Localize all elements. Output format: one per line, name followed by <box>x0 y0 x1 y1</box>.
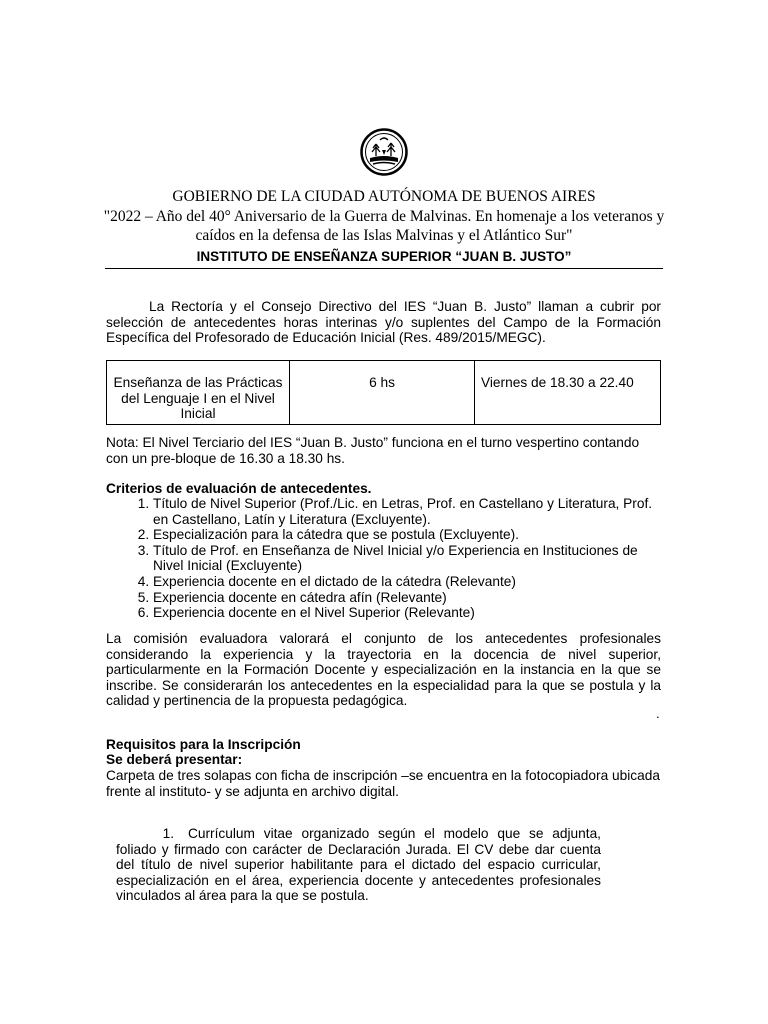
cv-text: Currículum vitae organizado según el modelo que se adjunta, foliado y firmado con carácter de Declaración Jurada. El CV debe dar cuenta del título de nivel superior habilitante para el dictado del espacio curricular, especialización en el área, experiencia docente y antecedentes profesionales vinculados al área para la que se postula. <box>116 826 601 904</box>
anniversary-line-1: "2022 – Año del 40° Aniversario de la Guerra de Malvinas. En homenaje a los veteranos y <box>103 208 665 225</box>
criteria-title: Criterios de evaluación de antecedentes. <box>106 481 372 496</box>
list-item: 4. Experiencia docente en el dictado de la cátedra (Relevante) <box>153 574 661 590</box>
list-item: 3. Título de Prof. en Enseñanza de Nivel Inicial y/o Experiencia en Instituciones de Nivel Inicial (Excluyente) <box>153 543 661 574</box>
stray-dot: . <box>656 706 660 721</box>
city-seal-logo <box>360 128 408 176</box>
list-item: 1. Título de Nivel Superior (Prof./Lic. en Letras, Prof. en Castellano y Literatura, Prof. en Castellano, Latín y Literatura (Excluyente). <box>153 496 661 527</box>
subject-cell: Enseñanza de las Prácticas del Lenguaje I en el Nivel Inicial <box>107 361 290 425</box>
cv-number: 1. <box>162 826 174 841</box>
list-item: 5. Experiencia docente en cátedra afín (Relevante) <box>153 590 661 606</box>
requirements-title: Requisitos para la Inscripción <box>106 737 301 752</box>
commission-paragraph: La comisión evaluadora valorará el conjunto de los antecedentes profesionales considerando la experiencia y la trayectoria en la docencia de nivel superior, particularmente en la Formación Docente y especialización en la instancia en la que se inscribe. Se considerarán los antecedentes en la especialidad para la que se postula y la calidad y pertinencia de la propuesta pedagógica. <box>106 631 661 709</box>
criteria-list <box>106 496 661 621</box>
folder-paragraph: Carpeta de tres solapas con ficha de inscripción –se encuentra en la fotocopiadora ubicada frente al instituto- y se adjunta en archivo digital. <box>106 768 660 799</box>
schedule-table <box>106 360 661 425</box>
institute-heading: INSTITUTO DE ENSEÑANZA SUPERIOR “JUAN B. JUSTO” <box>196 249 572 264</box>
note-paragraph: Nota: El Nivel Terciario del IES “Juan B. Justo” funciona en el turno vespertino contando con un pre-bloque de 16.30 a 18.30 hs. <box>106 435 640 466</box>
requirements-subtitle: Se deberá presentar: <box>106 752 243 767</box>
anniversary-line-2: caídos en la defensa de las Islas Malvinas y el Atlántico Sur" <box>195 227 573 244</box>
intro-paragraph: La Rectoría y el Consejo Directivo del IES “Juan B. Justo” llaman a cubrir por selección de antecedentes horas interinas y/o suplentes del Campo de la Formación Específica del Profesorado de Educación Inicial (Res. 489/2015/MEGC). <box>106 299 661 346</box>
list-item: 2. Especialización para la cátedra que se postula (Excluyente). <box>153 527 661 543</box>
cv-paragraph <box>116 826 601 904</box>
time-cell: Viernes de 18.30 a 22.40 <box>475 361 661 425</box>
hours-cell: 6 hs <box>290 361 475 425</box>
list-item: 6. Experiencia docente en el Nivel Superior (Relevante) <box>153 605 661 621</box>
table-row <box>107 361 661 425</box>
government-heading: GOBIERNO DE LA CIUDAD AUTÓNOMA DE BUENOS AIRES <box>172 188 596 205</box>
header-divider <box>105 268 663 269</box>
